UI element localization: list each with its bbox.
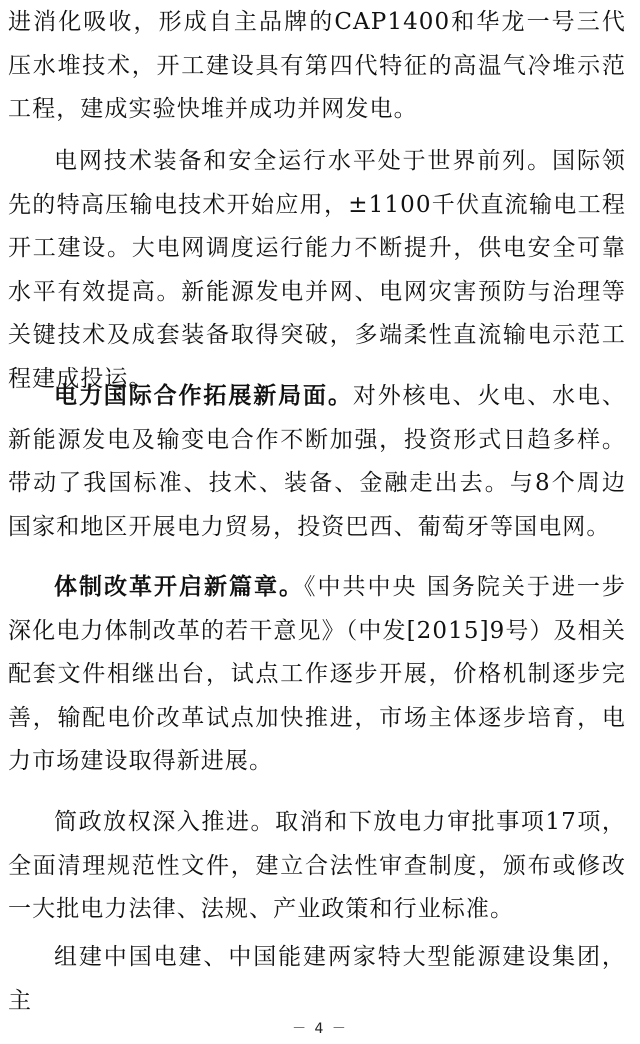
page-number: － 4 －	[292, 1021, 348, 1037]
paragraph-1	[8, 0, 626, 132]
paragraph-3-text: 对外核电、火电、水电、新能源发电及输变电合作不断加强，投资形式日趋多样。带动了我国标准、技术、装备、金融走出去。与8个周边国家和地区开展电力贸易，投资巴西、葡萄牙等国电网。	[8, 383, 626, 540]
paragraph-2	[8, 139, 626, 401]
paragraph-5-text: 简政放权深入推进。取消和下放电力审批事项17项，全面清理规范性文件，建立合法性审查制度，颁布或修改一大批电力法律、法规、产业政策和行业标准。	[8, 809, 626, 922]
paragraph-2-text: 电网技术装备和安全运行水平处于世界前列。国际领先的特高压输电技术开始应用，±1100千伏直流输电工程开工建设。大电网调度运行能力不断提升，供电安全可靠水平有效提高。新能源发电并网、电网灾害预防与治理等关键技术及成套装备取得突破，多端柔性直流输电示范工程建成投运。	[8, 148, 626, 392]
paragraph-5	[8, 800, 626, 932]
paragraph-4-lead: 体制改革开启新篇章。	[54, 573, 305, 600]
paragraph-6-text: 组建中国电建、中国能建两家特大型能源建设集团，主	[8, 944, 626, 1014]
paragraph-1-text: 进消化吸收，形成自主品牌的CAP1400和华龙一号三代压水堆技术，开工建设具有第四代特征的高温气冷堆示范工程，建成实验快堆并成功并网发电。	[8, 9, 626, 122]
paragraph-3	[8, 374, 626, 549]
paragraph-6	[8, 935, 626, 1023]
paragraph-4	[8, 565, 626, 784]
paragraph-4-text: 《中共中央 国务院关于进一步深化电力体制改革的若干意见》（中发[2015]9号）及相关配套文件相继出台，试点工作逐步开展，价格机制逐步完善，输配电价改革试点加快推进，市场主体逐步培育，电力市场建设取得新进展。	[8, 574, 627, 774]
paragraph-3-lead: 电力国际合作拓展新局面。	[54, 382, 353, 409]
